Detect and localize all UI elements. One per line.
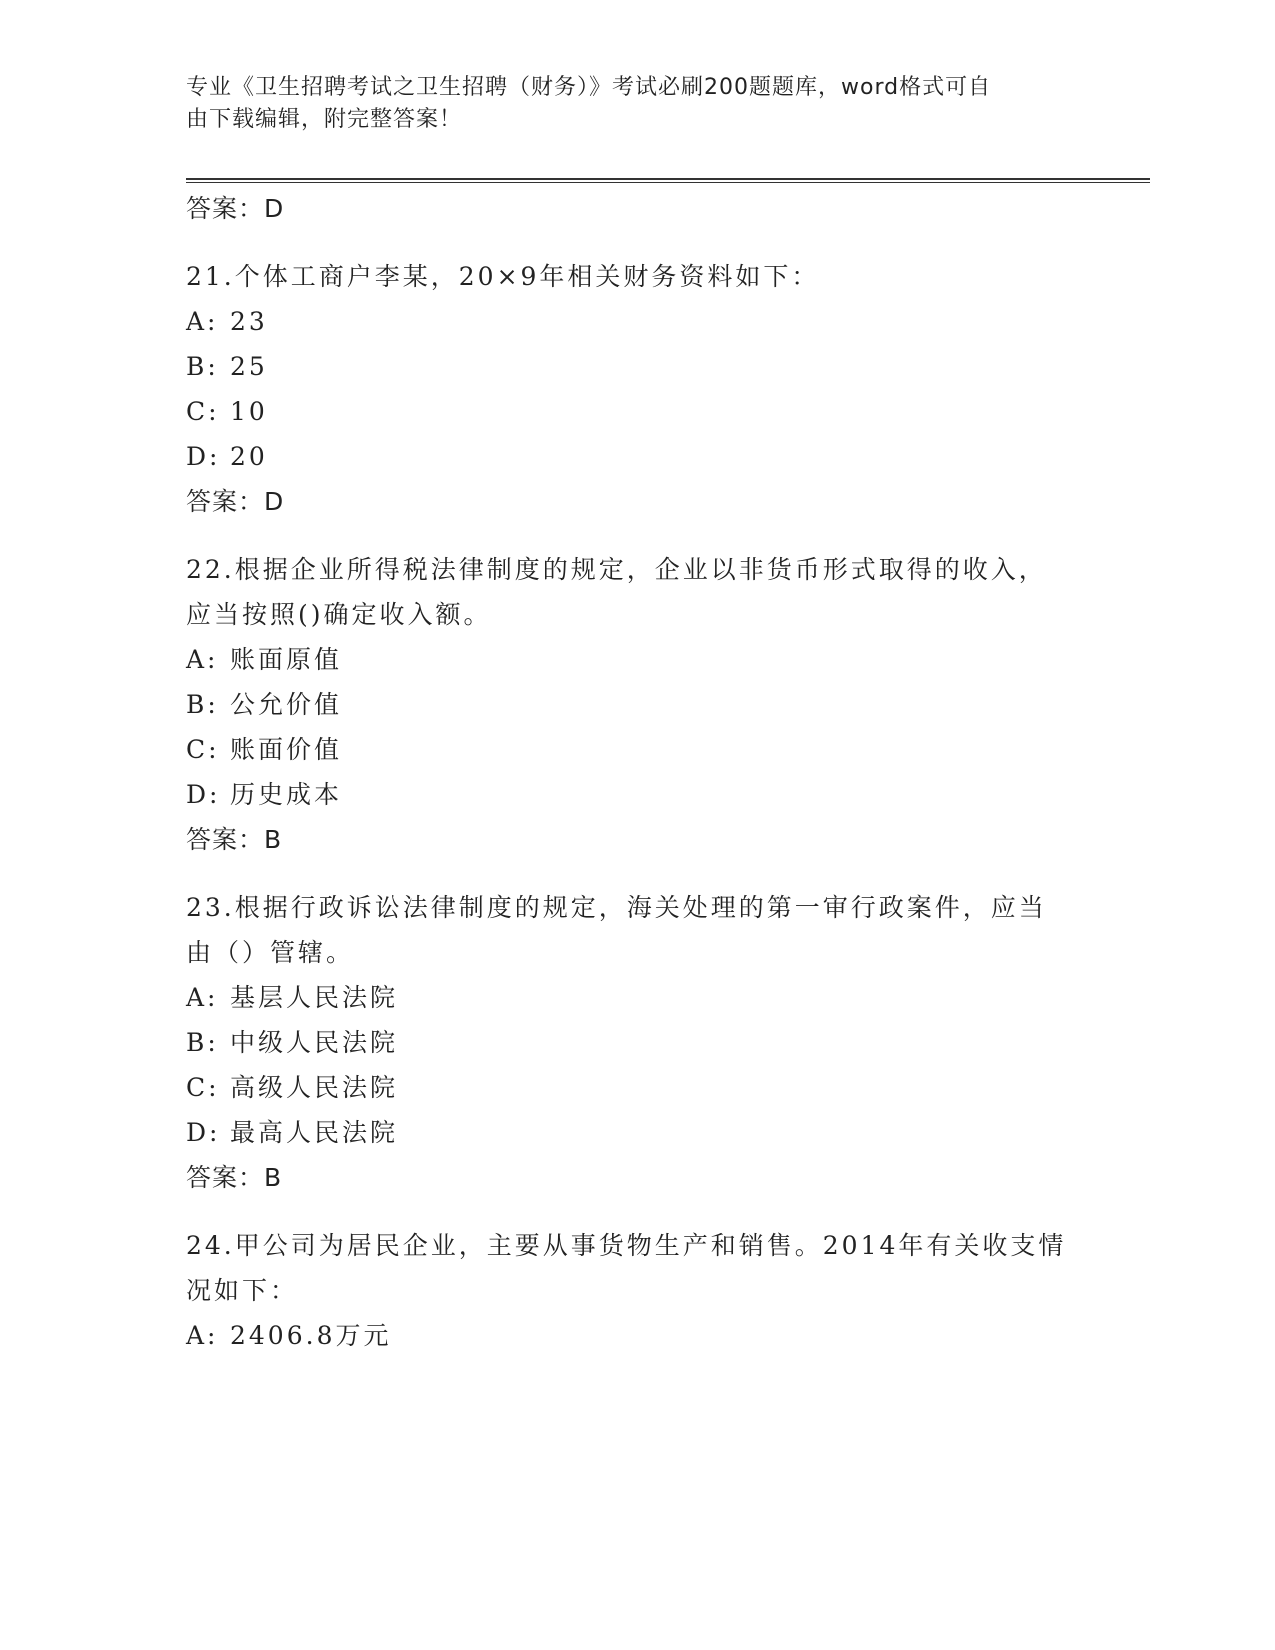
option-b [186, 344, 1106, 389]
option-key: A: [186, 645, 219, 674]
option-key: D: [186, 780, 221, 809]
question-text-line-1: 22.根据企业所得税法律制度的规定，企业以非货币形式取得的收入， [186, 555, 1047, 584]
option-d [186, 1110, 1106, 1155]
question-text-line-2: 况如下： [186, 1276, 299, 1305]
option-key: A: [186, 983, 219, 1012]
option-key: D: [186, 1118, 221, 1147]
option-key: D: [186, 442, 221, 471]
answer-line: 答案：D [186, 194, 285, 223]
option-text: 账面原值 [230, 645, 343, 674]
answer-line: 答案：B [186, 1163, 283, 1192]
question-text-line-1: 23.根据行政诉讼法律制度的规定，海关处理的第一审行政案件，应当 [186, 893, 1047, 922]
header-line-1: 专业《卫生招聘考试之卫生招聘（财务）》考试必刷200题题库，word格式可自 [186, 75, 992, 100]
header-divider-thin [186, 182, 1150, 183]
option-c [186, 1065, 1106, 1110]
question-21 [186, 254, 1106, 524]
option-text: 25 [230, 352, 268, 381]
option-c [186, 389, 1106, 434]
option-text: 最高人民法院 [230, 1118, 399, 1147]
question-22 [186, 547, 1106, 862]
option-d [186, 434, 1106, 479]
option-key: A: [186, 1321, 219, 1350]
option-key: B: [186, 690, 219, 719]
option-text: 23 [230, 307, 268, 336]
question-23 [186, 885, 1106, 1200]
option-text: 历史成本 [230, 780, 343, 809]
option-b [186, 682, 1106, 727]
option-text: 20 [230, 442, 268, 471]
option-key: C: [186, 397, 220, 426]
answer-line: 答案：D [186, 487, 285, 516]
option-key: B: [186, 1028, 219, 1057]
option-key: C: [186, 735, 220, 764]
question-text: 21.个体工商户李某，20×9年相关财务资料如下： [186, 262, 820, 291]
option-d [186, 772, 1106, 817]
question-text-line-2: 应当按照()确定收入额。 [186, 600, 492, 629]
document-header [186, 72, 1066, 136]
option-a [186, 637, 1106, 682]
header-line-2: 由下载编辑，附完整答案！ [186, 107, 463, 132]
option-text: 基层人民法院 [230, 983, 399, 1012]
document-body [186, 186, 1106, 1358]
option-key: A: [186, 307, 219, 336]
option-text: 账面价值 [230, 735, 343, 764]
option-text: 2406.8万元 [230, 1321, 392, 1350]
option-key: C: [186, 1073, 220, 1102]
question-24 [186, 1223, 1106, 1358]
option-text: 中级人民法院 [230, 1028, 399, 1057]
option-text: 公允价值 [230, 690, 343, 719]
option-a [186, 975, 1106, 1020]
question-text-line-2: 由（）管辖。 [186, 938, 355, 967]
option-text: 10 [230, 397, 268, 426]
header-divider [186, 178, 1150, 180]
option-text: 高级人民法院 [230, 1073, 399, 1102]
option-a [186, 299, 1106, 344]
option-a [186, 1313, 1106, 1358]
answer-line: 答案：B [186, 825, 283, 854]
option-c [186, 727, 1106, 772]
option-key: B: [186, 352, 219, 381]
question-text-line-1: 24.甲公司为居民企业，主要从事货物生产和销售。2014年有关收支情 [186, 1231, 1067, 1260]
option-b [186, 1020, 1106, 1065]
